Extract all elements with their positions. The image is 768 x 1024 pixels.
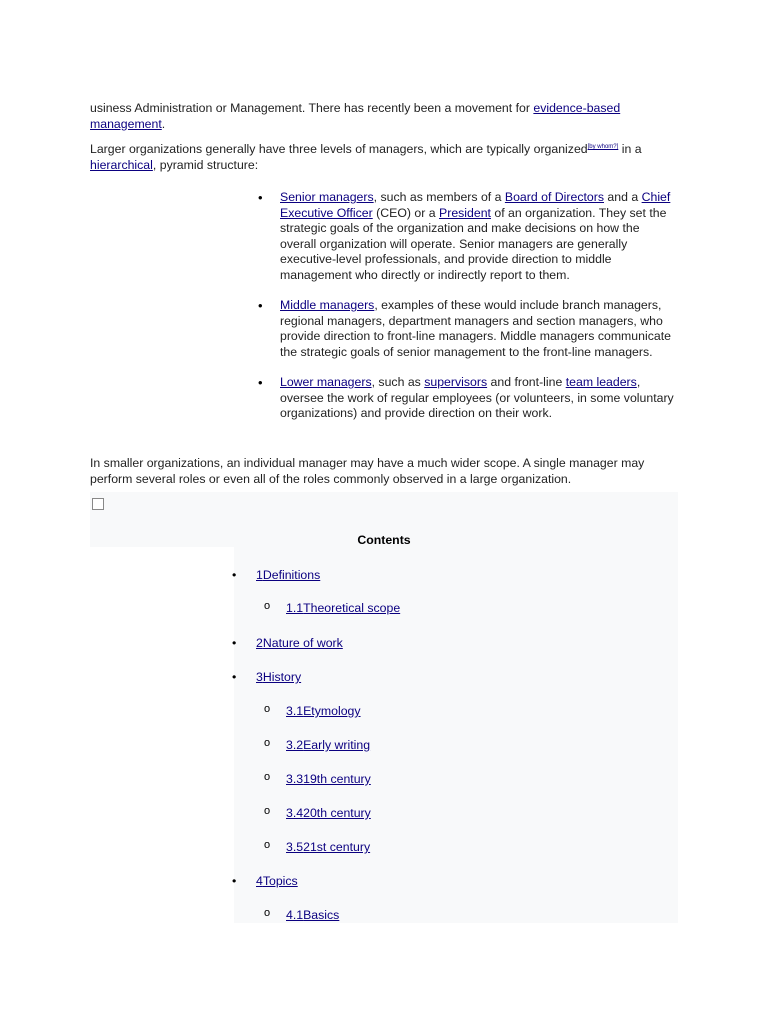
toc-link[interactable] xyxy=(286,738,370,752)
bullet-icon: • xyxy=(232,568,237,582)
list-item-middle-managers: • Middle managers, examples of these would include branch managers, regional managers, department managers and section managers, who provide direction to front-line managers. Middle managers communicate the strategic goals of senior management to the front-line managers. xyxy=(258,298,678,360)
toc-link[interactable] xyxy=(286,601,400,615)
toc-number: 4 xyxy=(256,874,263,888)
smaller-organizations-paragraph: In smaller organizations, an individual manager may have a much wider scope. A single manager may perform several roles or even all of the roles commonly observed in a large organization. xyxy=(90,456,645,486)
toc-label: Etymology xyxy=(303,704,361,718)
toc-number: 3.5 xyxy=(286,840,304,854)
toc-link[interactable] xyxy=(286,806,371,820)
intro-paragraph: usiness Administration or Management. There has recently been a movement for evidence-based management. xyxy=(90,101,621,131)
toc-item xyxy=(232,568,321,582)
toc-label: 19th century xyxy=(303,772,371,786)
toc-item xyxy=(232,636,343,650)
toc-item xyxy=(264,703,361,718)
toc-number: 3.2 xyxy=(286,738,304,752)
supervisors-link[interactable]: supervisors xyxy=(424,375,488,389)
toc-number: 1 xyxy=(256,568,263,582)
toc-toggle-checkbox[interactable] xyxy=(92,498,104,510)
lower-managers-link[interactable]: Lower managers xyxy=(280,375,372,389)
toc-item xyxy=(264,771,371,786)
toc-item xyxy=(264,737,371,752)
sub-bullet-icon: o xyxy=(264,907,271,919)
toc-link[interactable] xyxy=(256,670,301,684)
toc-label: 21st century xyxy=(303,840,371,854)
sub-bullet-icon: o xyxy=(264,737,271,749)
evidence-based-management-link[interactable]: evidence-based management xyxy=(90,101,621,131)
list-item-lower-managers: • Lower managers, such as supervisors and front-line team leaders, oversee the work of regular employees (or volunteers, in some voluntary organizations) and provide direction on their work. xyxy=(258,375,678,422)
toc-number: 1.1 xyxy=(286,601,304,615)
hierarchical-link[interactable]: hierarchical xyxy=(90,157,153,172)
toc-item xyxy=(264,600,401,615)
toc-number: 3.1 xyxy=(286,704,304,718)
toc-label: 20th century xyxy=(303,806,371,820)
toc-link[interactable] xyxy=(256,636,343,650)
toc-link[interactable] xyxy=(256,874,298,888)
toc-link[interactable] xyxy=(286,908,339,922)
bullet-icon: • xyxy=(232,874,237,888)
sub-bullet-icon: o xyxy=(264,600,271,612)
toc-label: Theoretical scope xyxy=(303,601,401,615)
toc-label: Basics xyxy=(303,908,340,922)
toc-label: History xyxy=(262,670,302,684)
toc-label: Early writing xyxy=(303,738,371,752)
bullet-icon: • xyxy=(232,636,237,650)
chief-executive-officer-link[interactable]: Chief Executive Officer xyxy=(280,190,671,220)
toc-link[interactable] xyxy=(286,704,361,718)
middle-managers-link[interactable]: Middle managers xyxy=(280,298,375,312)
team-leaders-link[interactable]: team leaders xyxy=(565,375,637,389)
toc-link[interactable] xyxy=(256,568,320,582)
toc-item xyxy=(232,874,298,888)
sub-bullet-icon: o xyxy=(264,771,271,783)
bullet-icon: • xyxy=(232,670,237,684)
toc-item xyxy=(264,805,371,820)
by-whom-note-link[interactable]: [by whom?] xyxy=(587,144,619,150)
manager-levels-list xyxy=(258,190,678,437)
list-item-senior-managers: • Senior managers, such as members of a Board of Directors and a Chief Executive Officer (CEO) or a President of an organization. They set the strategic goals of the organization and make decisions on how the overall organization will operate. Senior managers are generally executive-level professionals, and provide direction to middle management who directly or indirectly report to them. xyxy=(258,190,678,283)
toc-number: 3.3 xyxy=(286,772,304,786)
board-of-directors-link[interactable]: Board of Directors xyxy=(504,190,604,204)
sub-bullet-icon: o xyxy=(264,703,271,715)
toc-item xyxy=(264,907,340,922)
sub-bullet-icon: o xyxy=(264,839,271,851)
sub-bullet-icon: o xyxy=(264,805,271,817)
toc-label: Topics xyxy=(262,874,298,888)
toc-number: 3.4 xyxy=(286,806,304,820)
president-link[interactable]: President xyxy=(439,205,491,220)
toc-link[interactable] xyxy=(286,772,371,786)
toc-link[interactable] xyxy=(286,840,370,854)
toc-item xyxy=(264,839,371,854)
senior-managers-link[interactable]: Senior managers xyxy=(280,190,374,204)
levels-intro-paragraph: Larger organizations generally have three levels of managers, which are typically organized[by whom?] in a hierarchical, pyramid structure: xyxy=(90,142,642,172)
toc-item xyxy=(232,670,302,684)
toc-number: 4.1 xyxy=(286,908,304,922)
toc-title: Contents xyxy=(357,533,411,547)
toc-number: 2 xyxy=(256,636,263,650)
toc-label: Definitions xyxy=(262,568,321,582)
toc-label: Nature of work xyxy=(262,636,343,650)
toc-number: 3 xyxy=(256,670,263,684)
